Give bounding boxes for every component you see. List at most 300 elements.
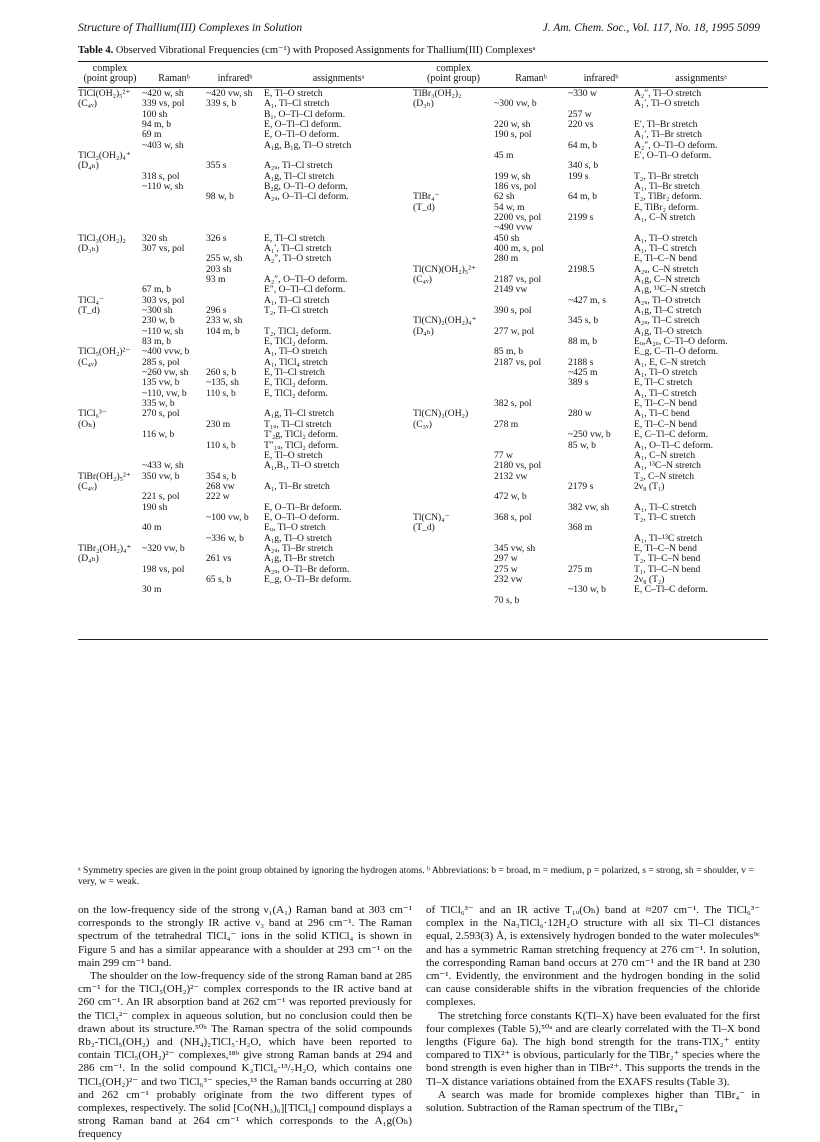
table-cell: 340 s, b — [568, 160, 599, 172]
table-cell: 100 sh — [142, 108, 168, 120]
table-cell: ~320 vw, b — [142, 542, 185, 554]
table-cell: T₂, C–N stretch — [634, 470, 695, 482]
table-cell: A₁, Tl–Cl stretch — [264, 98, 330, 110]
table-cell: 198 vs, pol — [142, 563, 185, 575]
table-cell: A₁, Tl–C stretch — [634, 501, 697, 513]
table-cell: E, TlCl₂ deform. — [264, 387, 328, 399]
table-cell: 190 s, pol — [494, 129, 532, 141]
col-left-raman — [142, 89, 206, 637]
table-cell — [494, 523, 568, 533]
col-right-assignments — [634, 89, 768, 637]
table-cell: ~300 vw, b — [494, 98, 537, 110]
paragraph: on the low-frequency side of the strong ν₁(A₁) Raman band at 303 cm⁻¹ corresponds to the strongly IR active ν₃ band at 296 cm⁻¹. The Raman spectrum of the tetrahedral TlCl₄⁻ ions in the solid KTlCl₄ is shown in Figure 5 and has a similar appearance with a shoulder at 293 cm⁻¹ on the main 299 cm⁻¹ band. — [78, 904, 412, 969]
table-cell — [413, 141, 494, 151]
table-cell — [206, 461, 264, 471]
table-cell — [78, 213, 142, 223]
table-cell: 30 m — [142, 584, 162, 596]
table-cell — [568, 451, 634, 461]
table-cell — [413, 606, 494, 616]
table-cell: 230 w, b — [142, 315, 175, 327]
col-left-complex — [78, 89, 142, 637]
table-cell: 270 s, pol — [142, 408, 180, 420]
table-cell: 472 w, b — [494, 491, 527, 503]
col-right-raman — [494, 89, 568, 637]
paragraph: A search was made for bromide complexes higher than TlBr₄⁻ in solution. Subtraction of the Raman spectrum of the TlBr₄⁻ — [426, 1088, 760, 1115]
table-cell — [568, 244, 634, 254]
table-cell: A₁g, B₁g, Tl–O stretch — [264, 139, 352, 151]
table-cell: 93 m — [206, 274, 226, 285]
table-cell: 382 vw, sh — [568, 501, 610, 513]
table-cell: ~427 m, s — [568, 294, 606, 306]
table-cell: E, Tl–Cl stretch — [264, 232, 325, 244]
table-cell — [206, 172, 264, 182]
table-cell: B₁, O–Tl–Cl deform. — [264, 108, 346, 120]
table-cell — [78, 254, 142, 264]
table-cell: T₁ᵤ, Tl–Cl stretch — [264, 418, 332, 430]
table-cell: E, Tl–C stretch — [634, 377, 693, 389]
table-cell: 2179 s — [568, 480, 594, 492]
table-bottom-rule — [78, 639, 768, 640]
table-cell: 64 m, b — [568, 139, 598, 151]
table-cell: A₂ᵤ, O–Tl–Br deform. — [264, 563, 350, 575]
table-cell: E, O–Tl–O deform. — [264, 511, 340, 523]
table-cell: A₁, C–N stretch — [634, 211, 696, 223]
table-cell: 260 s, b — [206, 367, 237, 379]
header-raman-label: Ramanᵇ — [158, 73, 190, 85]
table-cell: A₁, Tl–Br stretch — [634, 180, 700, 192]
table-cell — [206, 110, 264, 120]
table-cell: E, Tl–C–N bend — [634, 253, 697, 265]
table-cell: (C₃ᵥ) — [413, 418, 432, 430]
table-cell: 268 vw — [206, 480, 235, 492]
table-cell: 2149 vw — [494, 284, 528, 296]
table-cell — [264, 213, 413, 223]
table-cell — [78, 327, 142, 337]
table-cell: TlCl(OH₂)₅²⁺ — [78, 87, 131, 99]
table-cell: (Oₕ) — [78, 418, 96, 430]
table-cell — [264, 203, 413, 213]
table-cell: 320 sh — [142, 232, 168, 244]
table-cell: ~250 vw, b — [568, 429, 611, 441]
table-cell: (C₄ᵥ) — [78, 98, 97, 110]
table-cell — [206, 130, 264, 140]
table-cell: ~425 m — [568, 367, 598, 379]
header-infrared-label: infraredᵇ — [217, 73, 253, 85]
table-cell: 2200 vs, pol — [494, 211, 542, 223]
table-cell: 297 w — [494, 553, 518, 565]
table-cell: 303 vs, pol — [142, 294, 185, 306]
table-cell: 389 s — [568, 377, 589, 389]
table-cell: 285 s, pol — [142, 356, 180, 368]
table-cell: ~420 w, sh — [142, 87, 184, 99]
table-cell: 339 s, b — [206, 98, 237, 110]
header-left — [78, 64, 413, 85]
table-cell — [264, 585, 413, 595]
table-cell — [568, 234, 634, 244]
table-cell: A₁g, Tl–Cl stretch — [264, 408, 335, 420]
paragraph: The shoulder on the low-frequency side of the strong Raman band at 285 cm⁻¹ for the TlCl₅(OH₂)²⁻ complex corresponds to the IR active band at 260 cm⁻¹. An IR absorption band at 262 cm⁻¹ was reported previously for the TlCl₅²⁻ complex in aqueous solution, but no conclusion could then be drawn about its structure.⁵⁰ᵇ The Raman spectra of the solid compounds Rb₂-TlCl₅(OH₂) and (NH₄)₂TlCl₅·H₂O, which have been reported to contain TlCl₅(OH₂)²⁻ complexes,¹⁸ᵇ give strong Raman bands at 294 and 286 cm⁻¹. In the solid compound K₃TlCl₆·¹³/₇H₂O, which contains one TlCl₅(OH₂)²⁻ and two TlCl₆³⁻ species,¹³ the Raman bands occurring at 280 and 262 cm⁻¹ probably originate from the two different types of complexes, respectively. The solid [Co(NH₃)₆][TlCl₆] compound displays a strong Raman band at 264 cm⁻¹ which corresponds to the A₁g(Oₕ) frequency — [78, 970, 412, 1141]
table-cell: A₁, Tl–Br stretch — [264, 480, 330, 492]
table-cell: 98 w, b — [206, 191, 234, 203]
table-cell — [494, 378, 568, 388]
header-raman — [142, 64, 206, 85]
table-cell: 326 s — [206, 232, 227, 244]
table-cell — [568, 544, 634, 554]
running-head — [78, 22, 760, 34]
table-cell: ~403 w, sh — [142, 139, 184, 151]
table-cell: (C₄ᵥ) — [78, 356, 97, 368]
table-cell: A₁, C–N stretch — [634, 449, 696, 461]
table-cell — [78, 451, 142, 461]
table-cell: T₂, TlBr₂ deform. — [634, 191, 702, 203]
table-cell: A₁′, Tl–O stretch — [634, 98, 700, 110]
header-complex — [78, 64, 142, 85]
table-cell: T₁, Tl–C–N bend — [634, 563, 701, 575]
table-cell: 2199 s — [568, 211, 594, 223]
table-cell: 85 w, b — [568, 439, 596, 451]
header-infrared-2 — [568, 64, 634, 85]
table-cell: Tl(CN)₃(OH₂) — [413, 408, 469, 420]
table-cell: A₁, O–Tl–C deform. — [634, 439, 714, 451]
table-cell: 345 vw, sh — [494, 542, 536, 554]
table-cell: 110 s, b — [206, 439, 236, 451]
header-raman-2 — [494, 64, 568, 85]
table-cell: E, Tl–C–N bend — [634, 542, 697, 554]
table-cell: 88 m, b — [568, 336, 598, 348]
table-cell — [206, 285, 264, 295]
table-cell: A₁′, Tl–Cl stretch — [264, 242, 332, 254]
table-cell — [413, 213, 494, 223]
table-cell: ~490 vvw — [494, 222, 533, 234]
table-cell: ~433 w, sh — [142, 460, 184, 472]
table-cell: A₁, Tl–C stretch — [634, 387, 697, 399]
table-cell — [568, 492, 634, 502]
table-cell — [568, 130, 634, 140]
table-cell — [142, 192, 206, 202]
table-cell: 67 m, b — [142, 284, 172, 296]
table-cell: A₁′, Tl–Br stretch — [634, 129, 702, 141]
table-cell: Tl(CN)₂(OH₂)₄⁺ — [413, 315, 477, 327]
table-cell: 199 s — [568, 170, 589, 182]
table-cell: (C₄ᵥ) — [78, 480, 97, 492]
table-cell: Eᵤ,A₂ᵤ, C–Tl–O deform. — [634, 336, 728, 348]
header-infrared2-label: infraredᵇ — [583, 73, 619, 85]
table-cell: 190 sh — [142, 501, 168, 513]
table-cell: A₂ᵤ, Tl–C stretch — [634, 315, 700, 327]
body-column-right — [426, 904, 760, 1142]
table-cell — [413, 368, 494, 378]
table-cell: 135 vw, b — [142, 377, 180, 389]
table-footnote: ᵃ Symmetry species are given in the point group obtained by ignoring the hydrogen atoms. ᵇ Abbreviations: b = broad, m = medium, p = polarized, s = strong, sh = shoulder, v = very, w = weak. — [78, 865, 754, 887]
paragraph: of TlCl₆³⁻ and an IR active T₁ᵤ(Oₕ) band at ≈207 cm⁻¹. The TlCl₆³⁻ complex in the Na₃TlCl₆·12H₂O structure with all six Tl–Cl distances equal, 2.593(3) Å, is extensively hydrogen bonded to the water molecules⁹ᶜ and has a symmetric Raman stretching frequency at 276 cm⁻¹. In solution, the corresponding Raman band occurs at 270 cm⁻¹ and the IR band at 230 cm⁻¹. Evidently, the environment and the hydrogen bonding in the solid can cause considerable shifts in the vibration frequencies of the chloride complexes. — [426, 904, 760, 1009]
table-cell: A₁, Tl–Cl stretch — [264, 294, 330, 306]
table-cell: 257 w — [568, 108, 592, 120]
table-cell — [413, 378, 494, 388]
table-cell: 221 s, pol — [142, 491, 180, 503]
table-cell — [206, 141, 264, 151]
table-cell — [413, 120, 494, 130]
table-cell: 368 m — [568, 522, 593, 534]
paragraph: The stretching force constants K(Tl–X) have been evaluated for the first four complexes (Table 5),⁵⁰ᵃ and are clearly correlated with the Tl–X bond lengths (Figure 6a). The high bond strength for the trans-TlX₂⁺ entity compared to TlX²⁺ is obvious, particularly for the TlBr₂⁺ species where the bond strength is even higher than in TlBr²⁺. This supports the trends in the Tl–X distance variations obtained from the EXAFS results (Table 3). — [426, 1009, 760, 1088]
table-cell: 275 w — [494, 563, 518, 575]
table-cell: E, C–Tl–C deform. — [634, 584, 709, 596]
table-cell — [142, 441, 206, 451]
table-cell: ~130 w, b — [568, 584, 606, 596]
table-cell: A₁, Tl–O stretch — [634, 232, 698, 244]
table-cell: ~110 w, sh — [142, 180, 184, 192]
table-cell: 220 w, sh — [494, 118, 531, 130]
table-cell: 335 w, b — [142, 398, 175, 410]
header-complex-line2: (point group) — [83, 73, 137, 85]
table-cell: Eᵤ, Tl–O stretch — [264, 522, 326, 534]
table-cell — [78, 585, 142, 595]
table-cell: 350 vw, b — [142, 470, 180, 482]
table-cell: A₂ᵤ, Tl–O stretch — [634, 294, 701, 306]
table-cell: ~336 w, b — [206, 532, 244, 544]
table-cell — [413, 461, 494, 471]
table-cell — [634, 596, 768, 606]
table-cell — [78, 203, 142, 213]
table-cell: ~420 vw, sh — [206, 87, 253, 99]
table-cell: TlCl₆³⁻ — [78, 408, 107, 420]
table-cell — [142, 596, 206, 606]
table-cell — [568, 275, 634, 285]
table-cell: 40 m — [142, 522, 162, 534]
table-cell — [494, 368, 568, 378]
table-cell: T₂, Tl–C stretch — [634, 511, 696, 523]
table-cell: 255 w, sh — [206, 253, 243, 265]
table-cell — [568, 99, 634, 109]
table-cell: (C₄ᵥ) — [413, 274, 432, 285]
table-cell: 2198.5 — [568, 263, 595, 275]
table-cell: 355 s — [206, 160, 227, 172]
col-left-infrared — [206, 89, 264, 637]
table-cell: A₁, Tl–C stretch — [634, 242, 697, 254]
table-cell: 186 vs, pol — [494, 180, 537, 192]
table-cell: TlBr(OH₂)₅²⁺ — [78, 470, 131, 482]
body-left — [78, 89, 413, 637]
table-cell: A₂″, Tl–O stretch — [634, 87, 702, 99]
table-cell: 2180 vs, pol — [494, 460, 542, 472]
table-cell — [568, 223, 634, 233]
col-left-assignments — [264, 89, 413, 637]
table-cell — [78, 503, 142, 513]
table-cell: 230 m — [206, 418, 231, 430]
table-cell: 400 m, s, pol — [494, 242, 544, 254]
table-cell — [142, 265, 206, 275]
table-cell — [264, 492, 413, 502]
header-assignments-label: assignmentsᵃ — [312, 73, 365, 85]
table-cell: T′₂g, TlCl₂ deform. — [264, 429, 339, 441]
table-cell — [413, 534, 494, 544]
table-cell — [142, 203, 206, 213]
table-cell: 233 w, sh — [206, 315, 243, 327]
table-cell: A₁, Tl–¹³C stretch — [634, 532, 703, 544]
table-cell: A₂ᵤ, C–N stretch — [634, 263, 699, 275]
table-cell: (D₄ₕ) — [78, 553, 99, 565]
table-cell: 85 m, b — [494, 346, 524, 358]
table-cell — [413, 492, 494, 502]
table-header — [78, 62, 768, 87]
table-cell — [413, 223, 494, 233]
table-cell — [413, 441, 494, 451]
table-cell — [206, 213, 264, 223]
table-cell: 390 s, pol — [494, 305, 532, 317]
table-cell: Tl(CN)(OH₂)₅²⁺ — [413, 263, 477, 275]
table-cell — [568, 461, 634, 471]
table-cell — [78, 378, 142, 388]
table-cell: T₂, Tl–Cl stretch — [264, 305, 329, 317]
table-cell: (T_d) — [413, 522, 435, 534]
table-cell: (D₄ₕ) — [78, 160, 99, 172]
table-cell: 2188 s — [568, 356, 594, 368]
table-cell: 220 vs — [568, 118, 594, 130]
table-cell — [206, 596, 264, 606]
table-cell — [78, 606, 142, 616]
table-cell — [413, 285, 494, 295]
table-cell: 275 m — [568, 563, 593, 575]
col-right-complex — [413, 89, 494, 637]
table-cell: 104 m, b — [206, 325, 240, 337]
table-cell — [413, 234, 494, 244]
table-cell: 278 m — [494, 418, 519, 430]
table-cell — [413, 596, 494, 606]
table-cell — [78, 192, 142, 202]
table-cell — [206, 337, 264, 347]
header-complex-2 — [413, 64, 494, 85]
table-cell — [568, 389, 634, 399]
table-cell — [78, 596, 142, 606]
running-head-citation: J. Am. Chem. Soc., Vol. 117, No. 18, 1995 5099 — [542, 22, 760, 34]
table-cell: TlCl₄⁻ — [78, 294, 104, 306]
table-cell: ~110 w, sh — [142, 325, 184, 337]
table-cell — [413, 472, 494, 482]
table-cell — [413, 161, 494, 171]
table-cell: 45 m — [494, 149, 514, 161]
table-cell — [78, 441, 142, 451]
table-cell: 232 vw — [494, 573, 523, 585]
table-cell: ~330 w — [568, 87, 597, 99]
table-cell: 2ν₈ (T₁) — [634, 480, 665, 492]
table-cell — [78, 492, 142, 502]
table-cell — [494, 430, 568, 440]
table-cell — [78, 575, 142, 585]
table-cell: E, C–Tl–C deform. — [634, 429, 709, 441]
table-cell — [206, 120, 264, 130]
table-cell: A₁g, Tl–Br stretch — [264, 553, 335, 565]
table-cell — [142, 213, 206, 223]
table-cell: (T_d) — [413, 201, 435, 213]
table-cell — [413, 430, 494, 440]
table-cell: 2ν₈ (T₂) — [634, 573, 665, 585]
table-cell: A₂″, O–Tl–O deform. — [264, 274, 348, 285]
table-cell: A₁g, Tl–Cl stretch — [264, 170, 335, 182]
table-cell — [568, 534, 634, 544]
table-cell — [413, 627, 494, 637]
table-cell: A₁, ¹³C–N stretch — [634, 460, 701, 472]
table-cell: TlCl₅(OH₂)²⁻ — [78, 346, 131, 358]
table-cell — [206, 347, 264, 357]
table-cell — [206, 203, 264, 213]
vibrational-frequency-table — [78, 61, 768, 640]
table-cell — [206, 430, 264, 440]
table-cell — [78, 120, 142, 130]
table-cell — [413, 296, 494, 306]
table-cell: T₂, TlCl₂ deform. — [264, 325, 332, 337]
table-cell: 65 s, b — [206, 573, 232, 585]
col-right-infrared — [568, 89, 634, 637]
table-cell — [78, 461, 142, 471]
table-cell — [413, 337, 494, 347]
table-cell — [413, 244, 494, 254]
table-cell — [413, 482, 494, 492]
table-cell: T₂, Tl–C–N bend — [634, 553, 701, 565]
header-right — [413, 64, 768, 85]
table-cell — [206, 399, 264, 409]
header-complex2-line1: complex — [436, 63, 471, 74]
table-cell: (D₃ₕ) — [413, 98, 434, 110]
header-assignments-2 — [634, 64, 768, 85]
table-cell: E, O–Tl–Br deform. — [264, 501, 342, 513]
table-cell — [413, 451, 494, 461]
table-cell — [78, 275, 142, 285]
table-cell: 54 w, m — [494, 201, 525, 213]
table-cell: 69 m — [142, 129, 162, 141]
table-cell — [413, 172, 494, 182]
table-cell: A₂ᵤ, Tl–Cl stretch — [264, 160, 333, 172]
table-cell: 2132 vw — [494, 470, 528, 482]
table-cell — [78, 316, 142, 326]
table-cell — [494, 161, 568, 171]
table-cell: E, TlCl₂ deform. — [264, 336, 328, 348]
table-caption-text: Observed Vibrational Frequencies (cm⁻¹) with Proposed Assignments for Thallium(III) Complexesᵃ — [115, 45, 536, 56]
table-cell — [634, 492, 768, 502]
table-cell — [413, 389, 494, 399]
header-complex2-line2: (point group) — [426, 73, 481, 85]
table-cell: T₂, Tl–Br stretch — [634, 170, 699, 182]
table-cell: E_g, O–Tl–Br deform. — [264, 573, 352, 585]
table-cell: 2187 vs, pol — [494, 356, 542, 368]
table-cell: E, Tl–Cl stretch — [264, 367, 325, 379]
table-cell — [413, 130, 494, 140]
table-label: Table 4. — [78, 45, 114, 56]
table-cell: ~260 vw, sh — [142, 367, 189, 379]
table-cell: 2187 vs, pol — [494, 274, 542, 285]
table-cell: E, Tl–C–N bend — [634, 418, 697, 430]
table-caption — [78, 44, 760, 56]
table-cell: 318 s, pol — [142, 170, 180, 182]
table-cell: 83 m, b — [142, 336, 172, 348]
table-cell: 339 vs, pol — [142, 98, 185, 110]
table-cell — [78, 368, 142, 378]
table-cell: E, Tl–O stretch — [264, 449, 323, 461]
header-assignments2-label: assignmentsᵃ — [675, 73, 727, 85]
table-cell: E′, O–Tl–O deform. — [634, 149, 712, 161]
table-cell — [413, 151, 494, 161]
table-cell: A₂″, Tl–O stretch — [264, 253, 332, 265]
table-cell: A₁, E, C–N stretch — [634, 356, 706, 368]
table-cell: A₂ᵤ, O–Tl–Cl deform. — [264, 191, 349, 203]
table-cell — [413, 347, 494, 357]
table-cell: E″, O–Tl–Cl deform. — [264, 284, 346, 296]
table-cell: 110 s, b — [206, 387, 236, 399]
table-cell — [206, 451, 264, 461]
table-cell: E, TlCl₂ deform. — [264, 377, 328, 389]
table-cell — [413, 358, 494, 368]
header-raman2-label: Ramanᵇ — [515, 73, 547, 85]
table-cell: A₁g, Tl–O stretch — [634, 325, 702, 337]
body-right — [413, 89, 768, 637]
